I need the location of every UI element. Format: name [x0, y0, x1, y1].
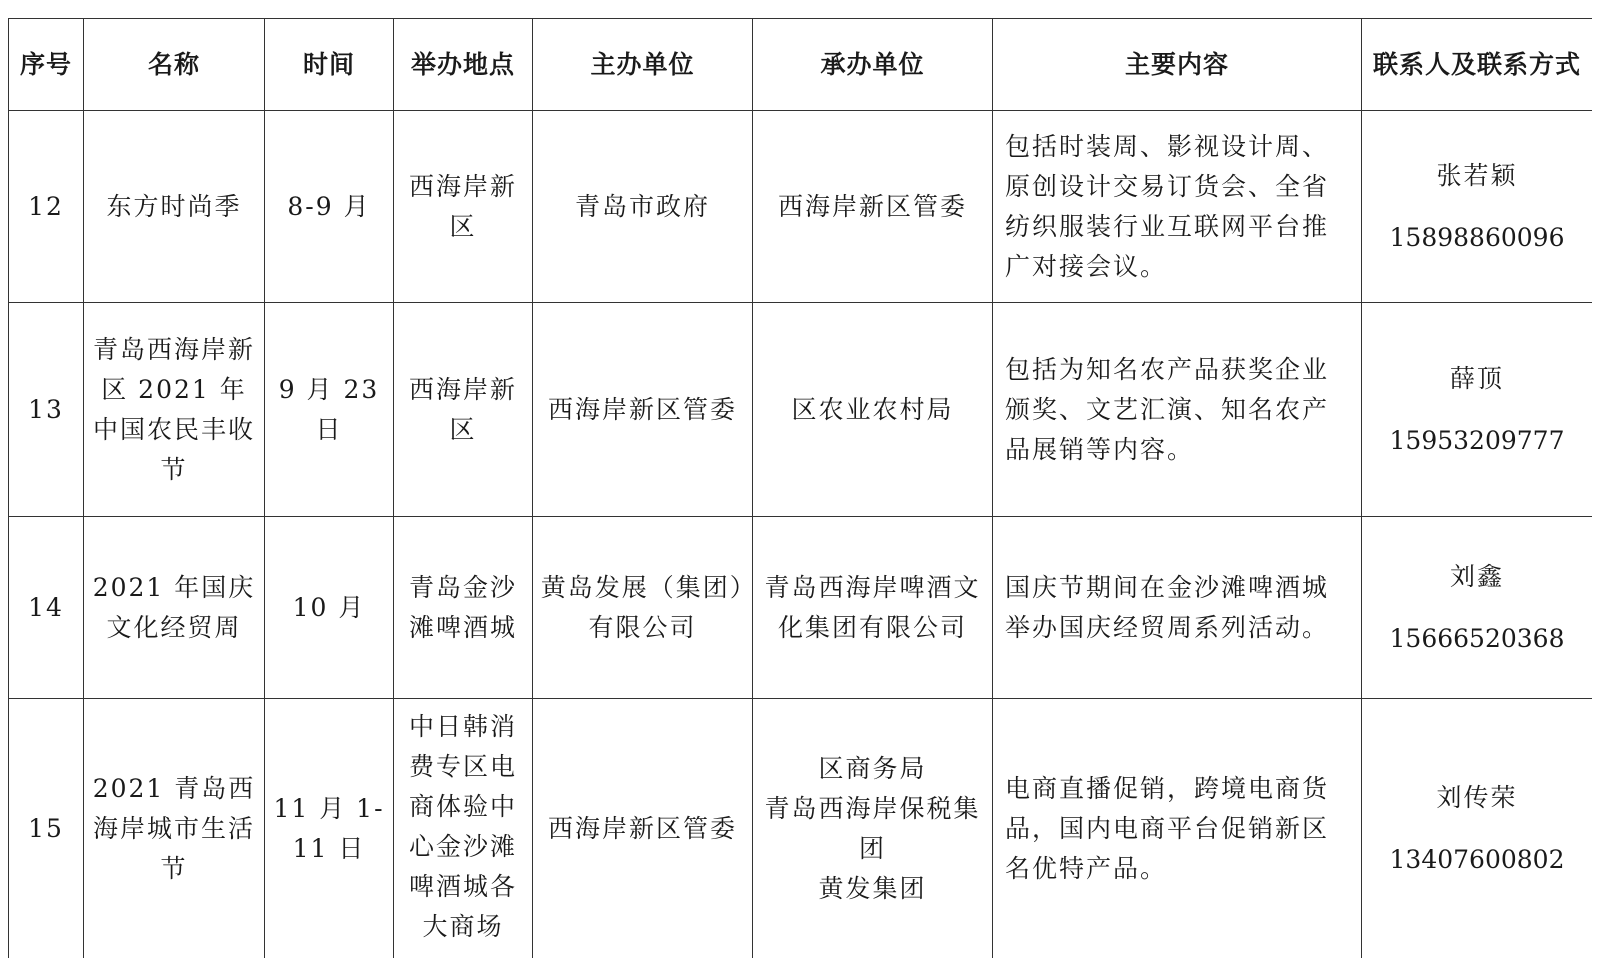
cell-name: 东方时尚季 [84, 111, 265, 303]
header-content: 主要内容 [993, 19, 1362, 111]
contact-name: 张若颖 [1368, 156, 1586, 196]
table-row [9, 303, 1593, 517]
cell-content: 国庆节期间在金沙滩啤酒城举办国庆经贸周系列活动。 [993, 517, 1362, 699]
cell-undertaker: 区农业农村局 [753, 303, 993, 517]
contact-phone: 15898860096 [1368, 218, 1586, 258]
cell-name: 2021 青岛西海岸城市生活节 [84, 699, 265, 958]
contact-phone: 15953209777 [1368, 421, 1586, 461]
cell-organizer: 青岛市政府 [533, 111, 753, 303]
cell-venue: 西海岸新区 [394, 111, 533, 303]
header-undertaker: 承办单位 [753, 19, 993, 111]
events-table-container [8, 18, 1592, 958]
cell-contact [1362, 303, 1593, 517]
contact-phone: 13407600802 [1368, 840, 1586, 880]
contact-name: 刘鑫 [1368, 557, 1586, 597]
cell-contact [1362, 111, 1593, 303]
header-time: 时间 [265, 19, 394, 111]
cell-time: 8-9 月 [265, 111, 394, 303]
undertaker-line: 青岛西海岸保税集团 [759, 789, 986, 869]
undertaker-line: 黄发集团 [759, 869, 986, 909]
contact-name: 刘传荣 [1368, 778, 1586, 818]
cell-contact [1362, 517, 1593, 699]
cell-undertaker [753, 699, 993, 958]
cell-organizer: 西海岸新区管委 [533, 699, 753, 958]
cell-name: 2021 年国庆文化经贸周 [84, 517, 265, 699]
cell-time: 10 月 [265, 517, 394, 699]
cell-index: 15 [9, 699, 84, 958]
header-index: 序号 [9, 19, 84, 111]
cell-content: 包括为知名农产品获奖企业颁奖、文艺汇演、知名农产品展销等内容。 [993, 303, 1362, 517]
cell-undertaker: 青岛西海岸啤酒文化集团有限公司 [753, 517, 993, 699]
header-organizer: 主办单位 [533, 19, 753, 111]
cell-contact [1362, 699, 1593, 958]
cell-organizer: 黄岛发展（集团）有限公司 [533, 517, 753, 699]
cell-time: 9 月 23 日 [265, 303, 394, 517]
table-row [9, 699, 1593, 958]
cell-organizer: 西海岸新区管委 [533, 303, 753, 517]
cell-venue: 西海岸新区 [394, 303, 533, 517]
contact-phone: 15666520368 [1368, 619, 1586, 659]
undertaker-line: 区商务局 [759, 749, 986, 789]
cell-undertaker: 西海岸新区管委 [753, 111, 993, 303]
header-contact: 联系人及联系方式 [1362, 19, 1593, 111]
table-header-row [9, 19, 1593, 111]
header-venue: 举办地点 [394, 19, 533, 111]
header-name: 名称 [84, 19, 265, 111]
events-table [8, 18, 1592, 958]
cell-venue: 中日韩消费专区电商体验中心金沙滩啤酒城各大商场 [394, 699, 533, 958]
cell-name: 青岛西海岸新区 2021 年中国农民丰收节 [84, 303, 265, 517]
cell-time: 11 月 1-11 日 [265, 699, 394, 958]
cell-content: 包括时装周、影视设计周、原创设计交易订货会、全省纺织服装行业互联网平台推广对接会议。 [993, 111, 1362, 303]
cell-content: 电商直播促销，跨境电商货品，国内电商平台促销新区名优特产品。 [993, 699, 1362, 958]
cell-index: 14 [9, 517, 84, 699]
table-row [9, 517, 1593, 699]
contact-name: 薛顶 [1368, 359, 1586, 399]
cell-index: 12 [9, 111, 84, 303]
table-row [9, 111, 1593, 303]
cell-index: 13 [9, 303, 84, 517]
cell-venue: 青岛金沙滩啤酒城 [394, 517, 533, 699]
